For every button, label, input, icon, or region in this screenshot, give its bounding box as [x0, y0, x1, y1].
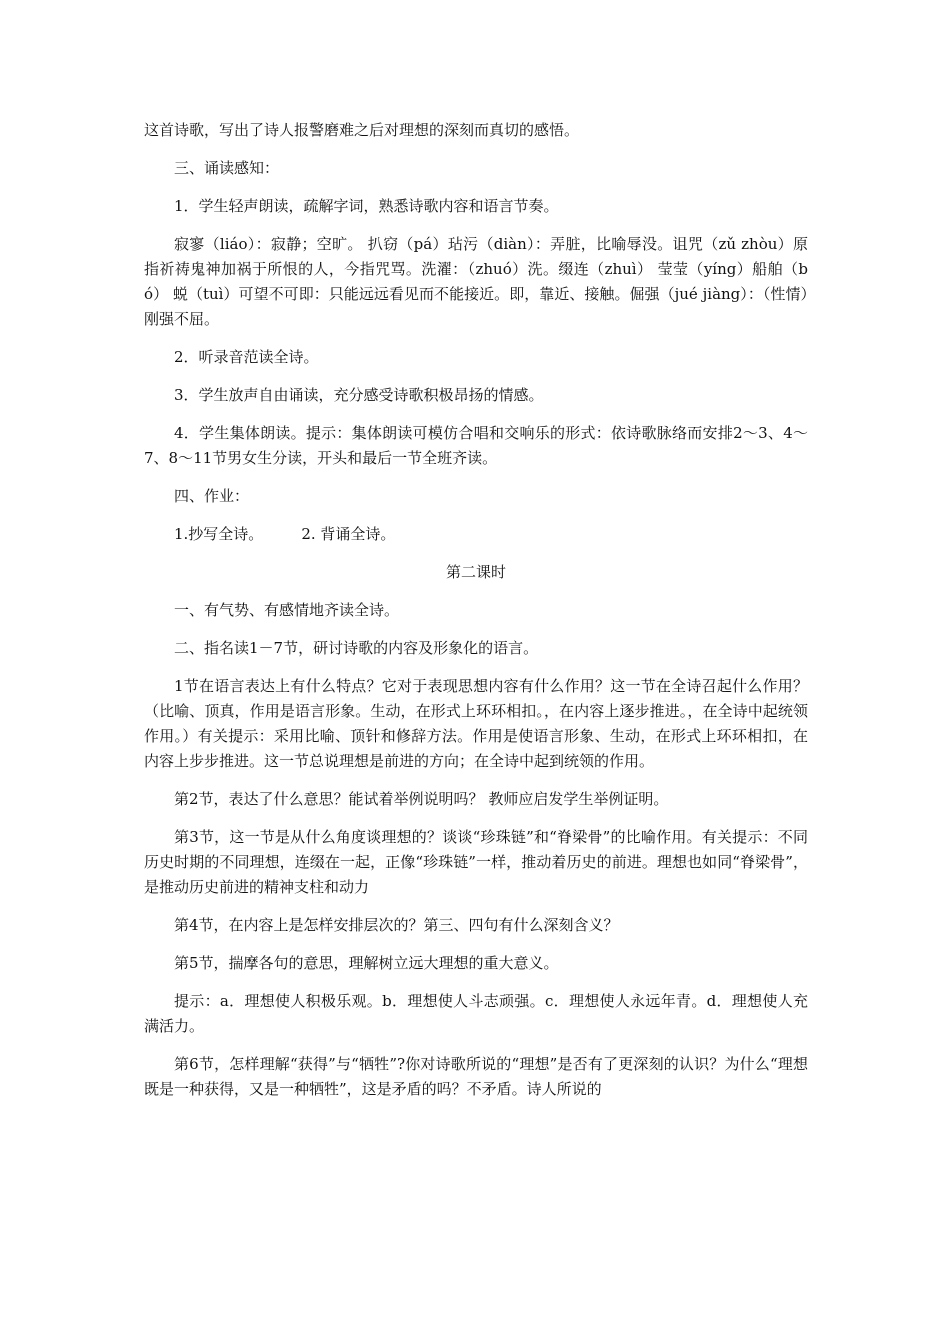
- stanza-3-analysis: 第3节，这一节是从什么角度谈理想的？谈谈“珍珠链”和“脊梁骨”的比喻作用。有关提示：不同历史时期的不同理想，连缀在一起，正像“珍珠链”一样，推动着历史的前进。理想也如同“脊梁骨”，是推动历史前进的精神支柱和动力: [144, 828, 808, 896]
- homework-item-copy: 1.抄写全诗。: [174, 525, 264, 543]
- stanza-5-hints: 提示：a．理想使人积极乐观。b．理想使人斗志顽强。c．理想使人永远年青。d．理想使人充满活力。: [144, 992, 808, 1035]
- second-period-step-2: 二、指名读1－7节，研讨诗歌的内容及形象化的语言。: [174, 639, 539, 657]
- stanza-4-analysis: 第4节，在内容上是怎样安排层次的？第三、四句有什么深刻含义？: [174, 916, 619, 934]
- second-period-step-1: 一、有气势、有感情地齐读全诗。: [174, 601, 400, 619]
- stanza-1-analysis: 1节在语言表达上有什么特点？它对于表现思想内容有什么作用？这一节在全诗召起什么作用？（比喻、顶真，作用是语言形象。生动，在形式上环环相扣。，在内容上逐步推进。，在全诗中起统领作用。）有关提示：采用比喻、顶针和修辞方法。作用是使语言形象、生动，在形式上环环相扣，在内容上步步推进。这一节总说理想是前进的方向；在全诗中起到统领的作用。: [144, 677, 808, 770]
- step-4-group-reading: 4．学生集体朗读。提示：集体朗读可模仿合唱和交响乐的形式：依诗歌脉络而安排2～3、4～7、8～11节男女生分读，开头和最后一节全班齐读。: [144, 424, 808, 467]
- stanza-5-analysis: 第5节，揣摩各句的意思，理解树立远大理想的重大意义。: [174, 954, 559, 972]
- stanza-6-analysis: 第6节，怎样理解“获得”与“牺牲”?你对诗歌所说的“理想”是否有了更深刻的认识？为什么“理想既是一种获得，又是一种牺牲”，这是矛盾的吗？不矛盾。诗人所说的: [144, 1055, 808, 1098]
- section-heading-recitation: 三、诵读感知：: [174, 159, 280, 177]
- homework-item-recite: 2. 背诵全诗。: [301, 525, 396, 543]
- vocabulary-notes: 寂寥（liáo）：寂静；空旷。 扒窃（pá）玷污（diàn）：弄脏，比喻辱没。诅咒（zǔ zhòu）原指祈祷鬼神加祸于所恨的人，今指咒骂。洗濯：（zhuó）洗。缀连（zhuì） 莹莹（yíng）船舶（bó） 蜕（tuì）可望不可即：只能远远看见而不能接近。即，靠近、接触。倔强（jué jiàng）：（性情）刚强不屈。: [144, 235, 808, 328]
- homework-list: [144, 522, 808, 547]
- document-body: [144, 118, 808, 1115]
- lesson-title-second-period: 第二课时: [445, 563, 506, 581]
- step-2-listening: 2．听录音范读全诗。: [174, 348, 319, 366]
- step-1-reading: 1．学生轻声朗读，疏解字词，熟悉诗歌内容和语言节奏。: [174, 197, 559, 215]
- section-heading-homework: 四、作业：: [174, 487, 250, 505]
- step-3-free-reading: 3．学生放声自由诵读，充分感受诗歌积极昂扬的情感。: [174, 386, 544, 404]
- stanza-2-analysis: 第2节，表达了什么意思？能试着举例说明吗？ 教师应启发学生举例证明。: [174, 790, 669, 808]
- paragraph-intro-summary: 这首诗歌，写出了诗人报警磨难之后对理想的深刻而真切的感悟。: [144, 121, 580, 139]
